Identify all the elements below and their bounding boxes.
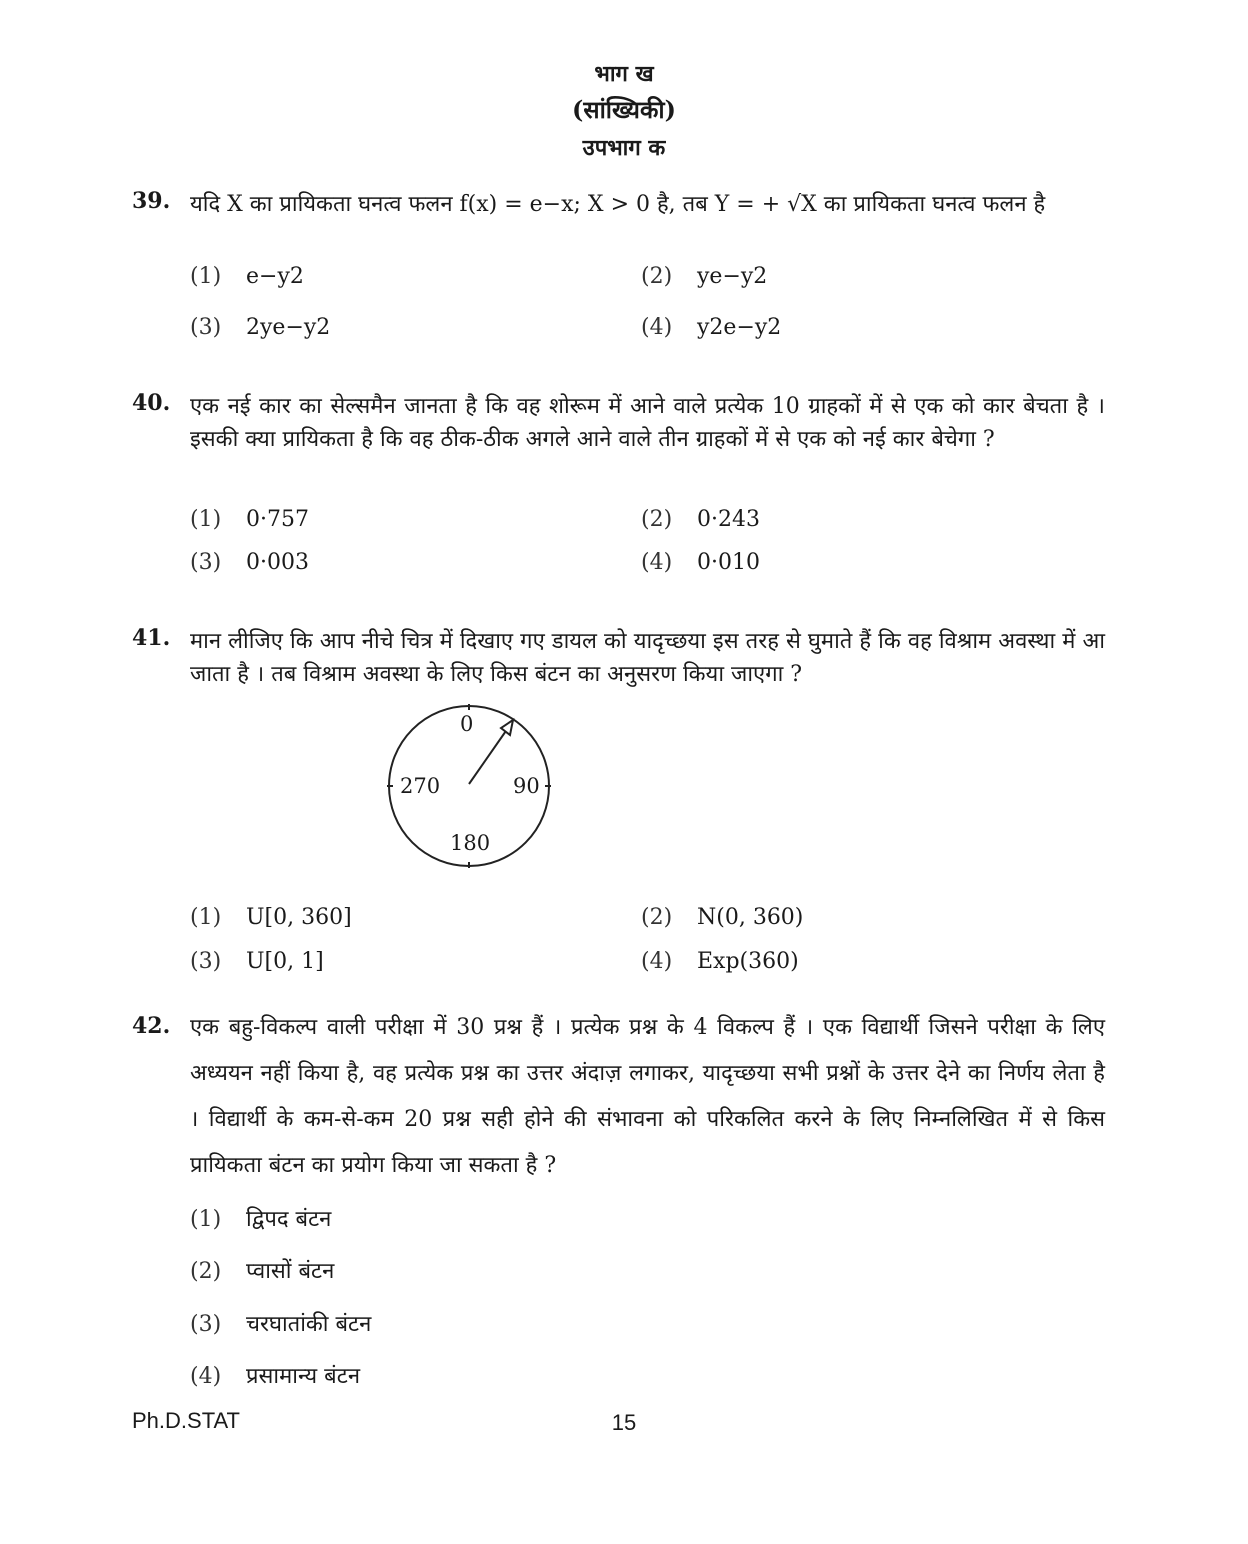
- option-number: (1): [190, 264, 222, 289]
- question-41-option-2: [641, 905, 803, 930]
- section-title: भाग ख: [594, 61, 654, 87]
- question-40-text: एक नई कार का सेल्समैन जानता है कि वह शोरूम में आने वाले प्रत्येक 10 ग्राहकों में से एक को कार बेचता है । इसकी क्या प्रायिकता है कि वह ठीक-ठीक अगले आने वाले तीन ग्राहकों में से एक को नई कार बेचेगा ?: [190, 394, 1105, 452]
- option-number: (3): [190, 1312, 222, 1337]
- question-40-option-4: [641, 550, 760, 575]
- question-41-number: 41.: [132, 625, 171, 651]
- question-39-option-2: [641, 264, 767, 289]
- question-39-option-3: [190, 315, 330, 340]
- dial-label-90: 90: [513, 774, 540, 798]
- option-text: द्विपद बंटन: [246, 1207, 332, 1232]
- option-text: y2e−y2: [697, 315, 782, 340]
- option-text: e−y2: [246, 264, 304, 289]
- dial-label-0: 0: [460, 712, 474, 736]
- dial-label-180: 180: [450, 831, 491, 855]
- question-41-option-3: [190, 949, 324, 974]
- option-text: Exp(360): [697, 949, 799, 974]
- question-41-option-4: [641, 949, 799, 974]
- option-number: (2): [641, 507, 673, 532]
- option-text: 0·243: [697, 507, 760, 532]
- question-41-option-1: [190, 905, 352, 930]
- option-number: (2): [641, 905, 673, 930]
- question-39-option-1: [190, 264, 304, 289]
- question-42-option-2: [190, 1255, 334, 1285]
- option-text: चरघातांकी बंटन: [246, 1312, 372, 1337]
- option-number: (3): [190, 550, 222, 575]
- dial-label-270: 270: [400, 774, 441, 798]
- option-number: (4): [641, 949, 673, 974]
- option-text: N(0, 360): [697, 905, 804, 930]
- option-number: (4): [641, 550, 673, 575]
- question-42-number: 42.: [132, 1013, 171, 1039]
- subject-title: (सांख्यिकी): [572, 95, 676, 124]
- question-40-option-2: [641, 507, 760, 532]
- option-text: U[0, 1]: [246, 949, 324, 974]
- option-text: 2ye−y2: [246, 315, 331, 340]
- question-39-text: यदि X का प्रायिकता घनत्व फलन f(x) = e−x; X > 0 है, तब Y = + √X का प्रायिकता घनत्व फलन है: [190, 192, 1046, 217]
- option-text: 0·010: [697, 550, 760, 575]
- question-40-option-3: [190, 550, 309, 575]
- question-42-option-1: [190, 1203, 331, 1233]
- dial-pointer: [469, 728, 508, 784]
- option-text: 0·003: [246, 550, 309, 575]
- option-number: (1): [190, 507, 222, 532]
- question-40-number: 40.: [132, 390, 171, 416]
- option-number: (2): [641, 264, 673, 289]
- option-number: (1): [190, 1207, 222, 1232]
- question-40-option-1: [190, 507, 309, 532]
- option-text: प्रसामान्य बंटन: [246, 1364, 361, 1389]
- question-42-option-3: [190, 1308, 371, 1338]
- option-number: (3): [190, 315, 222, 340]
- option-number: (3): [190, 949, 222, 974]
- dial-pointer-arrowhead: [501, 720, 513, 735]
- subsection-title: उपभाग क: [582, 135, 666, 161]
- option-text: ye−y2: [697, 264, 768, 289]
- question-42-text: एक बहु-विकल्प वाली परीक्षा में 30 प्रश्न हैं । प्रत्येक प्रश्न के 4 विकल्प हैं । एक विद्यार्थी जिसने परीक्षा के लिए अध्ययन नहीं किया है, वह प्रत्येक प्रश्न का उत्तर अंदाज़ लगाकर, यादृच्छया सभी प्रश्नों के उत्तर देने का निर्णय लेता है । विद्यार्थी के कम-से-कम 20 प्रश्न सही होने की संभावना को परिकलित करने के लिए निम्नलिखित में से किस प्रायिकता बंटन का प्रयोग किया जा सकता है ?: [190, 1015, 1105, 1178]
- question-42-option-4: [190, 1360, 360, 1390]
- option-text: U[0, 360]: [246, 905, 352, 930]
- option-number: (4): [641, 315, 673, 340]
- option-text: प्वासों बंटन: [246, 1259, 335, 1284]
- question-39-option-4: [641, 315, 781, 340]
- option-number: (1): [190, 905, 222, 930]
- option-number: (4): [190, 1364, 222, 1389]
- page-number: 15: [611, 1410, 637, 1435]
- option-number: (2): [190, 1259, 222, 1284]
- dial-figure: [380, 700, 560, 870]
- paper-code: Ph.D.STAT: [132, 1408, 240, 1433]
- option-text: 0·757: [246, 507, 309, 532]
- question-39-number: 39.: [132, 188, 171, 214]
- question-41-text: मान लीजिए कि आप नीचे चित्र में दिखाए गए डायल को यादृच्छया इस तरह से घुमाते हैं कि वह विश्राम अवस्था में आ जाता है । तब विश्राम अवस्था के लिए किस बंटन का अनुसरण किया जाएगा ?: [190, 629, 1105, 687]
